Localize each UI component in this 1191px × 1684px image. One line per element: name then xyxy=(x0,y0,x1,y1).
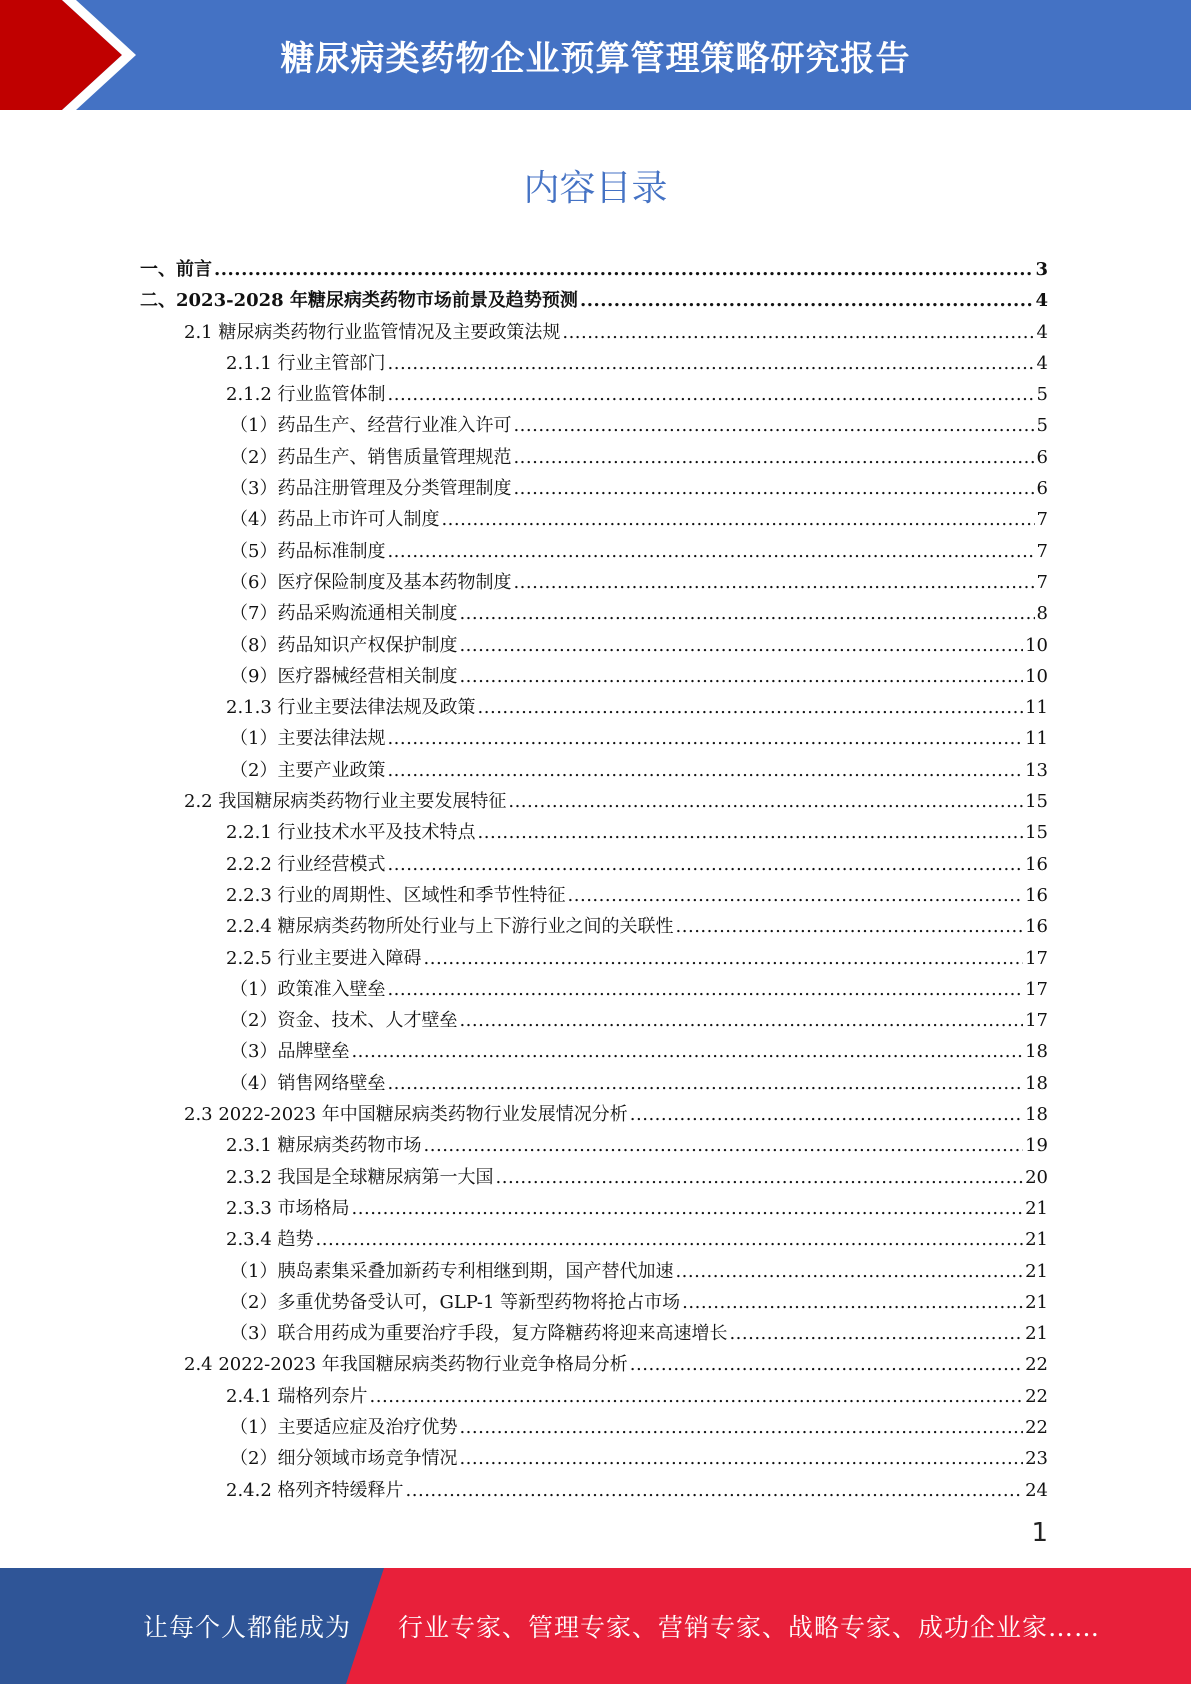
toc-entry-label: （1）主要适应症及治疗优势 xyxy=(230,1416,458,1438)
toc-dot-leader xyxy=(729,1318,1023,1349)
toc-dot-leader xyxy=(513,567,1034,598)
toc-entry[interactable] xyxy=(140,817,1048,848)
toc-entry-page: 3 xyxy=(1035,259,1048,280)
toc-entry[interactable] xyxy=(140,1005,1048,1036)
toc-dot-leader xyxy=(351,1036,1023,1067)
toc-entry-label: （1）药品生产、经营行业准入许可 xyxy=(230,415,512,437)
toc-entry-label: 2.1 糖尿病类药物行业监管情况及主要政策法规 xyxy=(184,321,561,343)
toc-entry[interactable] xyxy=(140,410,1048,441)
toc-entry[interactable] xyxy=(140,1193,1048,1224)
toc-entry-page: 15 xyxy=(1025,822,1048,844)
toc-entry[interactable] xyxy=(140,379,1048,410)
toc-dot-leader xyxy=(441,504,1034,535)
toc-dot-leader xyxy=(630,1099,1023,1130)
toc-entry[interactable] xyxy=(140,723,1048,754)
toc-dot-leader xyxy=(459,630,1023,661)
toc-entry[interactable] xyxy=(140,630,1048,661)
toc-entry-label: （3）药品注册管理及分类管理制度 xyxy=(230,478,512,500)
toc-entry-label: （2）药品生产、销售质量管理规范 xyxy=(230,446,512,468)
toc-entry-page: 18 xyxy=(1025,1072,1048,1094)
toc-entry[interactable] xyxy=(140,786,1048,817)
toc-entry-label: （1）胰岛素集采叠加新药专利相继到期，国产替代加速 xyxy=(230,1260,674,1282)
toc-entry-page: 7 xyxy=(1036,540,1048,562)
toc-entry[interactable] xyxy=(140,1475,1048,1506)
toc-entry-page: 17 xyxy=(1025,947,1048,969)
toc-entry[interactable] xyxy=(140,1068,1048,1099)
toc-entry-page: 7 xyxy=(1036,571,1048,593)
toc-dot-leader xyxy=(387,723,1023,754)
toc-dot-leader xyxy=(388,849,1024,880)
toc-entry-label: 2.4 2022-2023 年我国糖尿病类药物行业竞争格局分析 xyxy=(184,1354,628,1376)
toc-entry-page: 4 xyxy=(1035,290,1048,312)
toc-entry-page: 4 xyxy=(1036,352,1048,374)
header-arrow-decoration xyxy=(0,0,160,110)
toc-dot-leader xyxy=(496,1162,1024,1193)
toc-dot-leader xyxy=(682,1287,1023,1318)
toc-dot-leader xyxy=(388,379,1035,410)
toc-entry-label: 2.2.5 行业主要进入障碍 xyxy=(226,947,422,969)
toc-dot-leader xyxy=(478,817,1024,848)
toc-entry[interactable] xyxy=(140,974,1048,1005)
toc-entry-page: 16 xyxy=(1025,884,1048,906)
toc-entry[interactable] xyxy=(140,285,1048,316)
toc-entry[interactable] xyxy=(140,348,1048,379)
toc-entry-page: 21 xyxy=(1025,1323,1048,1345)
toc-entry-label: （8）药品知识产权保护制度 xyxy=(230,634,458,656)
toc-entry-page: 5 xyxy=(1036,415,1048,437)
footer-banner xyxy=(0,1568,1191,1684)
toc-entry[interactable] xyxy=(140,911,1048,942)
toc-dot-leader xyxy=(406,1475,1024,1506)
toc-entry-label: （2）细分领域市场竞争情况 xyxy=(230,1448,458,1470)
toc-entry[interactable] xyxy=(140,473,1048,504)
toc-entry-page: 20 xyxy=(1025,1166,1048,1188)
toc-entry-page: 22 xyxy=(1025,1416,1048,1438)
toc-entry[interactable] xyxy=(140,1381,1048,1412)
toc-dot-leader xyxy=(478,692,1024,723)
table-of-contents xyxy=(140,254,1048,1506)
toc-dot-leader xyxy=(214,254,1033,285)
toc-entry-page: 16 xyxy=(1025,916,1048,938)
toc-entry[interactable] xyxy=(140,1224,1048,1255)
toc-entry-page: 21 xyxy=(1025,1229,1048,1251)
toc-dot-leader xyxy=(316,1224,1024,1255)
toc-entry-page: 17 xyxy=(1025,1010,1048,1032)
toc-dot-leader xyxy=(424,1130,1024,1161)
toc-dot-leader xyxy=(580,285,1034,316)
toc-entry-label: 2.2.3 行业的周期性、区域性和季节性特征 xyxy=(226,884,566,906)
toc-entry[interactable] xyxy=(140,536,1048,567)
toc-dot-leader xyxy=(676,911,1024,942)
toc-dot-leader xyxy=(459,1412,1023,1443)
toc-entry-label: （5）药品标准制度 xyxy=(230,540,386,562)
toc-entry[interactable] xyxy=(140,1412,1048,1443)
toc-entry-page: 21 xyxy=(1025,1291,1048,1313)
toc-entry-label: 2.2.2 行业经营模式 xyxy=(226,853,386,875)
toc-entry[interactable] xyxy=(140,661,1048,692)
toc-entry-label: （2）多重优势备受认可，GLP-1 等新型药物将抢占市场 xyxy=(230,1291,681,1313)
toc-entry-page: 23 xyxy=(1025,1448,1048,1470)
toc-dot-leader xyxy=(562,317,1034,348)
toc-entry-page: 8 xyxy=(1036,603,1048,625)
toc-entry-label: 2.4.1 瑞格列奈片 xyxy=(226,1385,368,1407)
toc-entry-page: 7 xyxy=(1036,509,1048,531)
toc-dot-leader xyxy=(675,1256,1023,1287)
toc-entry[interactable] xyxy=(140,598,1048,629)
toc-entry-page: 4 xyxy=(1036,321,1048,343)
toc-entry[interactable] xyxy=(140,943,1048,974)
toc-entry-label: （6）医疗保险制度及基本药物制度 xyxy=(230,571,512,593)
toc-dot-leader xyxy=(568,880,1024,911)
toc-dot-leader xyxy=(513,442,1034,473)
toc-entry[interactable] xyxy=(140,1287,1048,1318)
toc-entry-label: （7）药品采购流通相关制度 xyxy=(230,603,458,625)
toc-entry-page: 6 xyxy=(1036,478,1048,500)
header-banner xyxy=(0,0,1191,110)
toc-entry-page: 18 xyxy=(1025,1104,1048,1126)
toc-dot-leader xyxy=(370,1381,1024,1412)
toc-dot-leader xyxy=(388,348,1035,379)
toc-dot-leader xyxy=(459,1443,1023,1474)
toc-entry[interactable] xyxy=(140,442,1048,473)
toc-dot-leader xyxy=(508,786,1023,817)
toc-entry-label: 2.3.2 我国是全球糖尿病第一大国 xyxy=(226,1166,494,1188)
toc-entry-label: 2.4.2 格列齐特缓释片 xyxy=(226,1479,404,1501)
toc-entry[interactable] xyxy=(140,317,1048,348)
toc-dot-leader xyxy=(630,1349,1023,1380)
toc-entry[interactable] xyxy=(140,504,1048,535)
toc-entry[interactable] xyxy=(140,1349,1048,1380)
toc-dot-leader xyxy=(387,1068,1023,1099)
toc-entry[interactable] xyxy=(140,692,1048,723)
toc-entry-label: 2.3.1 糖尿病类药物市场 xyxy=(226,1135,422,1157)
toc-entry-page: 11 xyxy=(1025,697,1048,719)
toc-entry-label: 2.2 我国糖尿病类药物行业主要发展特征 xyxy=(184,791,507,813)
toc-entry-label: 2.3.3 市场格局 xyxy=(226,1197,350,1219)
toc-entry-label: （3）联合用药成为重要治疗手段，复方降糖药将迎来高速增长 xyxy=(230,1323,728,1345)
toc-entry-page: 15 xyxy=(1025,791,1048,813)
toc-entry-label: （2）资金、技术、人才壁垒 xyxy=(230,1010,458,1032)
report-title: 糖尿病类药物企业预算管理策略研究报告 xyxy=(280,38,911,79)
toc-entry-page: 21 xyxy=(1025,1197,1048,1219)
toc-entry-label: 二、2023-2028 年糖尿病类药物市场前景及趋势预测 xyxy=(140,290,578,312)
footer-slogan-left: 让每个人都能成为 xyxy=(143,1613,352,1642)
toc-dot-leader xyxy=(387,755,1023,786)
toc-entry-label: 2.3 2022-2023 年中国糖尿病类药物行业发展情况分析 xyxy=(184,1104,628,1126)
toc-entry-label: 一、前言 xyxy=(140,259,212,280)
toc-entry-label: （1）主要法律法规 xyxy=(230,728,386,750)
page-number: 1 xyxy=(1031,1518,1048,1548)
footer-slogan-right: 行业专家、管理专家、营销专家、战略专家、成功企业家…… xyxy=(398,1613,1101,1642)
toc-entry[interactable] xyxy=(140,1318,1048,1349)
toc-entry-page: 19 xyxy=(1025,1135,1048,1157)
toc-entry-label: （3）品牌壁垒 xyxy=(230,1041,350,1063)
toc-entry-page: 22 xyxy=(1025,1385,1048,1407)
toc-entry-label: 2.1.3 行业主要法律法规及政策 xyxy=(226,697,476,719)
toc-entry-label: （1）政策准入壁垒 xyxy=(230,978,386,1000)
toc-dot-leader xyxy=(513,473,1034,504)
toc-entry-page: 10 xyxy=(1025,634,1048,656)
toc-entry[interactable] xyxy=(140,1099,1048,1130)
toc-entry[interactable] xyxy=(140,1256,1048,1287)
toc-entry[interactable] xyxy=(140,1130,1048,1161)
toc-entry[interactable] xyxy=(140,755,1048,786)
toc-entry-label: （9）医疗器械经营相关制度 xyxy=(230,665,458,687)
toc-dot-leader xyxy=(424,943,1024,974)
toc-entry[interactable] xyxy=(140,1162,1048,1193)
toc-entry-page: 6 xyxy=(1036,446,1048,468)
toc-entry-page: 10 xyxy=(1025,665,1048,687)
toc-dot-leader xyxy=(459,1005,1023,1036)
toc-entry[interactable] xyxy=(140,880,1048,911)
toc-entry[interactable] xyxy=(140,849,1048,880)
toc-entry-label: 2.1.2 行业监管体制 xyxy=(226,384,386,406)
toc-entry-label: 2.3.4 趋势 xyxy=(226,1229,314,1251)
toc-dot-leader xyxy=(387,536,1034,567)
toc-dot-leader xyxy=(513,410,1034,441)
toc-entry-page: 24 xyxy=(1025,1479,1048,1501)
toc-entry-label: （2）主要产业政策 xyxy=(230,759,386,781)
toc-heading: 内容目录 xyxy=(523,168,668,209)
toc-entry[interactable] xyxy=(140,1036,1048,1067)
toc-entry-page: 13 xyxy=(1025,759,1048,781)
toc-dot-leader xyxy=(459,598,1034,629)
toc-entry[interactable] xyxy=(140,1443,1048,1474)
toc-entry-label: 2.1.1 行业主管部门 xyxy=(226,352,386,374)
toc-entry-page: 11 xyxy=(1025,728,1048,750)
toc-entry-page: 22 xyxy=(1025,1354,1048,1376)
toc-entry-page: 18 xyxy=(1025,1041,1048,1063)
toc-dot-leader xyxy=(387,974,1023,1005)
toc-entry[interactable] xyxy=(140,567,1048,598)
toc-entry-page: 16 xyxy=(1025,853,1048,875)
toc-entry-page: 5 xyxy=(1036,384,1048,406)
toc-dot-leader xyxy=(459,661,1023,692)
toc-entry-label: （4）销售网络壁垒 xyxy=(230,1072,386,1094)
toc-entry-page: 17 xyxy=(1025,978,1048,1000)
toc-entry-label: （4）药品上市许可人制度 xyxy=(230,509,440,531)
toc-entry-page: 21 xyxy=(1025,1260,1048,1282)
toc-entry-label: 2.2.1 行业技术水平及技术特点 xyxy=(226,822,476,844)
toc-dot-leader xyxy=(352,1193,1024,1224)
toc-entry-label: 2.2.4 糖尿病类药物所处行业与上下游行业之间的关联性 xyxy=(226,916,674,938)
toc-entry[interactable] xyxy=(140,254,1048,285)
